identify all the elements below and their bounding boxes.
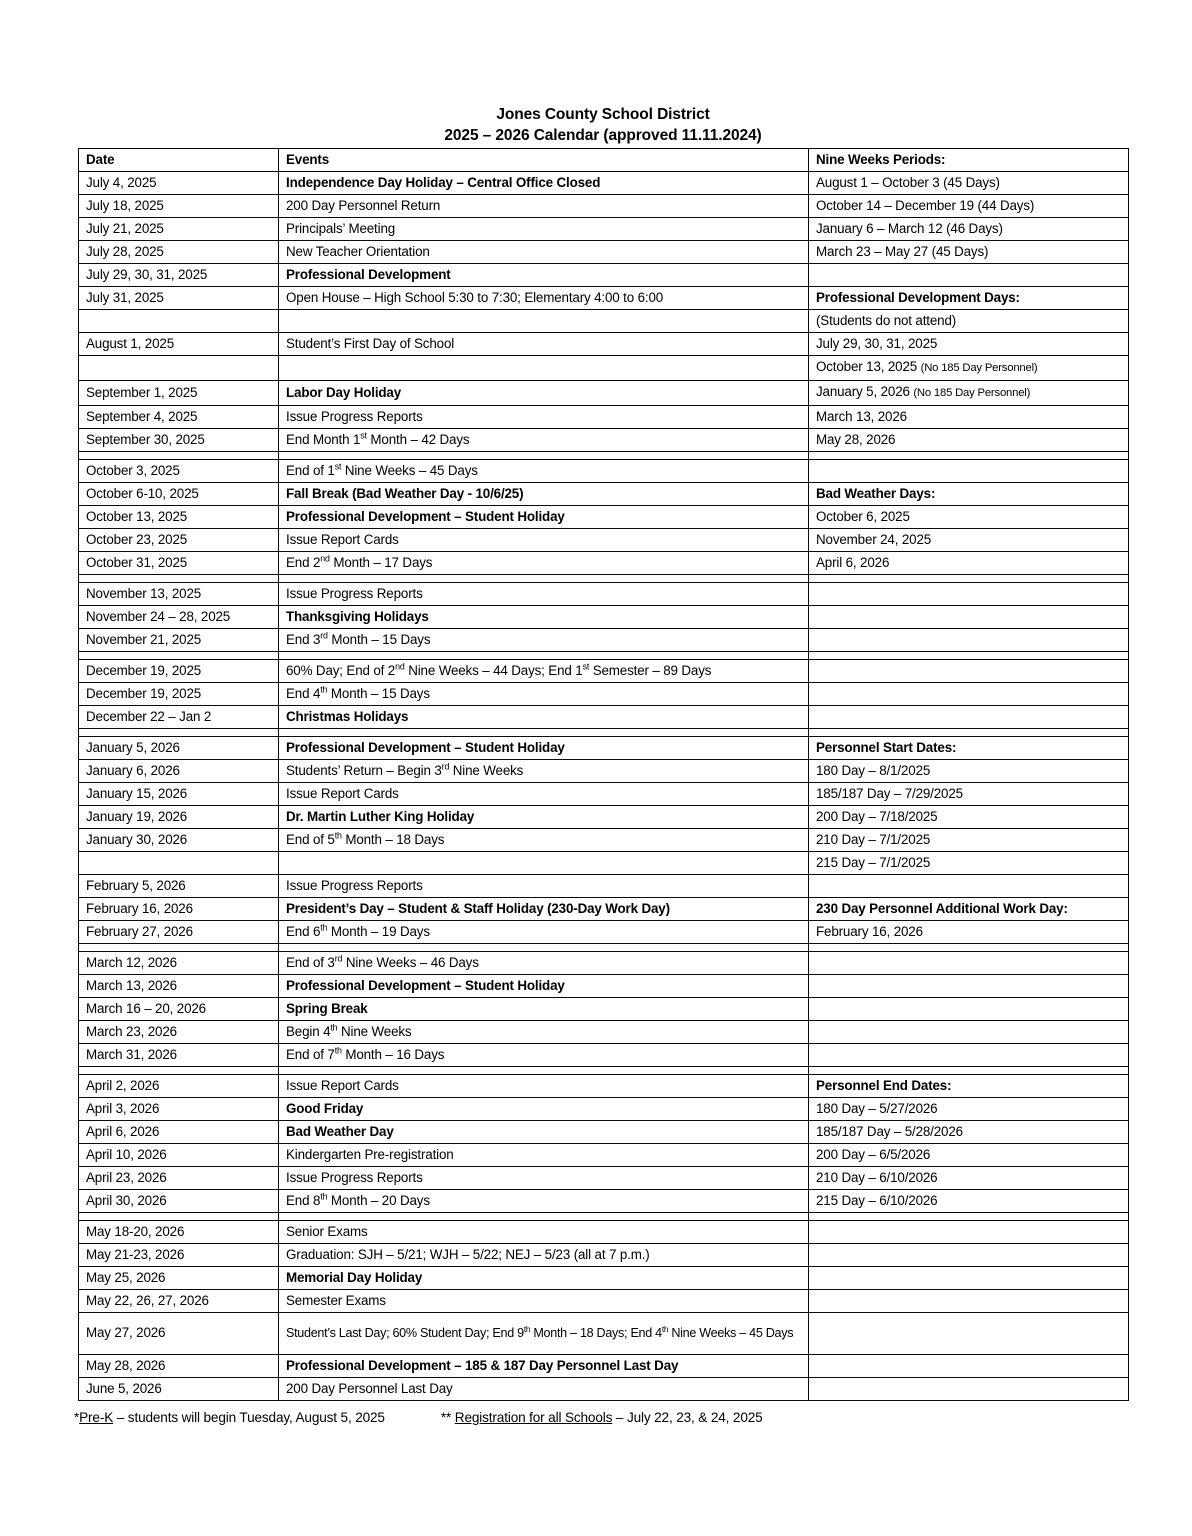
spacer-cell: [79, 452, 279, 460]
spacer-cell: [79, 1213, 279, 1221]
cell-date: October 23, 2025: [79, 529, 279, 552]
cell-date: January 5, 2026: [79, 737, 279, 760]
cell-nine-weeks: [809, 1044, 1129, 1067]
table-row: [79, 333, 1129, 356]
column-header-events: Events: [279, 149, 809, 172]
table-row: [79, 1244, 1129, 1267]
cell-date: July 4, 2025: [79, 172, 279, 195]
cell-nine-weeks: [809, 952, 1129, 975]
cell-event: Independence Day Holiday – Central Office Closed: [279, 172, 809, 195]
cell-event: Student’s Last Day; 60% Student Day; End 9th Month – 18 Days; End 4th Nine Weeks – 45 Days: [279, 1313, 809, 1355]
table-spacer-row: [79, 729, 1129, 737]
cell-event: Professional Development: [279, 264, 809, 287]
cell-nine-weeks: [809, 706, 1129, 729]
cell-nine-weeks: Personnel End Dates:: [809, 1075, 1129, 1098]
cell-date: May 28, 2026: [79, 1355, 279, 1378]
cell-nine-weeks: [809, 1290, 1129, 1313]
cell-nine-weeks: [809, 660, 1129, 683]
cell-event: End 8th Month – 20 Days: [279, 1190, 809, 1213]
cell-event: [279, 356, 809, 381]
table-row: [79, 760, 1129, 783]
cell-nine-weeks: [809, 875, 1129, 898]
cell-date: May 18-20, 2026: [79, 1221, 279, 1244]
cell-event: Issue Report Cards: [279, 529, 809, 552]
cell-date: January 15, 2026: [79, 783, 279, 806]
table-row: [79, 356, 1129, 381]
footnote-registration-marker: **: [440, 1410, 455, 1425]
spacer-cell: [279, 729, 809, 737]
cell-event: [279, 310, 809, 333]
table-spacer-row: [79, 575, 1129, 583]
cell-event: Begin 4th Nine Weeks: [279, 1021, 809, 1044]
cell-nine-weeks: January 6 – March 12 (46 Days): [809, 218, 1129, 241]
table-row: [79, 1044, 1129, 1067]
table-row: [79, 1075, 1129, 1098]
cell-date: January 6, 2026: [79, 760, 279, 783]
page-title: Jones County School District: [496, 106, 710, 123]
table-row: [79, 483, 1129, 506]
cell-date: May 21-23, 2026: [79, 1244, 279, 1267]
footnote-prek-label: Pre-K: [79, 1410, 114, 1425]
cell-nine-weeks: 185/187 Day – 7/29/2025: [809, 783, 1129, 806]
table-row: [79, 629, 1129, 652]
cell-date: December 19, 2025: [79, 683, 279, 706]
table-row: [79, 218, 1129, 241]
spacer-cell: [279, 1213, 809, 1221]
cell-date: April 6, 2026: [79, 1121, 279, 1144]
table-row: [79, 287, 1129, 310]
cell-event: Professional Development – Student Holiday: [279, 737, 809, 760]
cell-date: March 16 – 20, 2026: [79, 998, 279, 1021]
table-spacer-row: [79, 1213, 1129, 1221]
cell-nine-weeks: [809, 1021, 1129, 1044]
table-row: [79, 460, 1129, 483]
calendar-table-body: [79, 149, 1129, 1401]
cell-event: Spring Break: [279, 998, 809, 1021]
cell-event: Dr. Martin Luther King Holiday: [279, 806, 809, 829]
cell-nine-weeks: [809, 975, 1129, 998]
cell-event: Senior Exams: [279, 1221, 809, 1244]
table-row: [79, 1190, 1129, 1213]
cell-date: July 29, 30, 31, 2025: [79, 264, 279, 287]
cell-date: October 3, 2025: [79, 460, 279, 483]
cell-date: March 13, 2026: [79, 975, 279, 998]
cell-event: Issue Progress Reports: [279, 583, 809, 606]
cell-event: Bad Weather Day: [279, 1121, 809, 1144]
spacer-cell: [279, 1067, 809, 1075]
table-row: [79, 506, 1129, 529]
table-spacer-row: [79, 452, 1129, 460]
table-spacer-row: [79, 944, 1129, 952]
cell-nine-weeks: [809, 1221, 1129, 1244]
table-row: [79, 310, 1129, 333]
cell-nine-weeks: February 16, 2026: [809, 921, 1129, 944]
cell-date: August 1, 2025: [79, 333, 279, 356]
spacer-cell: [279, 575, 809, 583]
cell-event: End Month 1st Month – 42 Days: [279, 429, 809, 452]
footnote-prek-text: – students will begin Tuesday, August 5, 2025: [113, 1410, 385, 1425]
cell-nine-weeks: [809, 1378, 1129, 1401]
cell-nine-weeks: [809, 998, 1129, 1021]
table-row: [79, 1267, 1129, 1290]
cell-date: February 5, 2026: [79, 875, 279, 898]
cell-date: October 6-10, 2025: [79, 483, 279, 506]
cell-date: April 30, 2026: [79, 1190, 279, 1213]
cell-date: July 31, 2025: [79, 287, 279, 310]
cell-event: Kindergarten Pre-registration: [279, 1144, 809, 1167]
table-row: [79, 1098, 1129, 1121]
cell-nine-weeks: Bad Weather Days:: [809, 483, 1129, 506]
cell-nine-weeks: 210 Day – 6/10/2026: [809, 1167, 1129, 1190]
cell-nine-weeks: 210 Day – 7/1/2025: [809, 829, 1129, 852]
table-row: [79, 1313, 1129, 1355]
table-row: [79, 1355, 1129, 1378]
cell-date: September 4, 2025: [79, 406, 279, 429]
column-header-date: Date: [79, 149, 279, 172]
cell-date: December 19, 2025: [79, 660, 279, 683]
spacer-cell: [79, 575, 279, 583]
spacer-cell: [809, 944, 1129, 952]
cell-nine-weeks: [809, 1313, 1129, 1355]
table-row: [79, 195, 1129, 218]
cell-date: March 23, 2026: [79, 1021, 279, 1044]
cell-date: March 31, 2026: [79, 1044, 279, 1067]
cell-event: Semester Exams: [279, 1290, 809, 1313]
cell-date: [79, 310, 279, 333]
cell-nine-weeks: [809, 1355, 1129, 1378]
footnote-registration-text: – July 22, 23, & 24, 2025: [612, 1410, 763, 1425]
spacer-cell: [809, 1067, 1129, 1075]
cell-date: [79, 356, 279, 381]
spacer-cell: [809, 1213, 1129, 1221]
spacer-cell: [279, 944, 809, 952]
cell-event: Professional Development – Student Holiday: [279, 975, 809, 998]
cell-date: July 18, 2025: [79, 195, 279, 218]
cell-event: End of 1st Nine Weeks – 45 Days: [279, 460, 809, 483]
cell-event: Issue Progress Reports: [279, 1167, 809, 1190]
cell-nine-weeks: [809, 1267, 1129, 1290]
cell-date: November 24 – 28, 2025: [79, 606, 279, 629]
spacer-cell: [809, 652, 1129, 660]
footnote-registration-label: Registration for all Schools: [454, 1410, 613, 1425]
cell-nine-weeks: [809, 629, 1129, 652]
cell-event: Fall Break (Bad Weather Day - 10/6/25): [279, 483, 809, 506]
table-row: [79, 172, 1129, 195]
cell-date: June 5, 2026: [79, 1378, 279, 1401]
spacer-cell: [279, 452, 809, 460]
cell-date: September 1, 2025: [79, 381, 279, 406]
cell-nine-weeks: [809, 264, 1129, 287]
cell-nine-weeks: [809, 606, 1129, 629]
cell-nine-weeks: April 6, 2026: [809, 552, 1129, 575]
cell-date: July 28, 2025: [79, 241, 279, 264]
table-row: [79, 998, 1129, 1021]
cell-nine-weeks: [809, 460, 1129, 483]
cell-event: Memorial Day Holiday: [279, 1267, 809, 1290]
spacer-cell: [279, 652, 809, 660]
table-row: [79, 406, 1129, 429]
table-row: [79, 1121, 1129, 1144]
document-title-block: [78, 104, 1128, 146]
cell-event: End 6th Month – 19 Days: [279, 921, 809, 944]
cell-nine-weeks: Professional Development Days:: [809, 287, 1129, 310]
footnote-prek-marker: *: [74, 1410, 80, 1425]
table-row: [79, 783, 1129, 806]
cell-event: Students’ Return – Begin 3rd Nine Weeks: [279, 760, 809, 783]
cell-nine-weeks: 185/187 Day – 5/28/2026: [809, 1121, 1129, 1144]
cell-event: Graduation: SJH – 5/21; WJH – 5/22; NEJ – 5/23 (all at 7 p.m.): [279, 1244, 809, 1267]
cell-date: February 27, 2026: [79, 921, 279, 944]
cell-date: September 30, 2025: [79, 429, 279, 452]
cell-nine-weeks: [809, 1244, 1129, 1267]
cell-event: Good Friday: [279, 1098, 809, 1121]
spacer-cell: [809, 452, 1129, 460]
cell-date: April 10, 2026: [79, 1144, 279, 1167]
spacer-cell: [79, 1067, 279, 1075]
page-subtitle: 2025 – 2026 Calendar (approved 11.11.2024): [444, 127, 762, 144]
cell-event: Labor Day Holiday: [279, 381, 809, 406]
table-header-row: [79, 149, 1129, 172]
cell-nine-weeks: 180 Day – 5/27/2026: [809, 1098, 1129, 1121]
cell-event: Issue Report Cards: [279, 1075, 809, 1098]
table-row: [79, 1290, 1129, 1313]
cell-event: New Teacher Orientation: [279, 241, 809, 264]
table-row: [79, 806, 1129, 829]
cell-event: End of 7th Month – 16 Days: [279, 1044, 809, 1067]
table-row: [79, 683, 1129, 706]
table-row: [79, 1021, 1129, 1044]
table-row: [79, 737, 1129, 760]
table-row: [79, 1221, 1129, 1244]
cell-nine-weeks: 180 Day – 8/1/2025: [809, 760, 1129, 783]
cell-event: Student’s First Day of School: [279, 333, 809, 356]
cell-event: 60% Day; End of 2nd Nine Weeks – 44 Days; End 1st Semester – 89 Days: [279, 660, 809, 683]
table-row: [79, 875, 1129, 898]
column-header-nine-weeks: Nine Weeks Periods:: [809, 149, 1129, 172]
cell-nine-weeks: May 28, 2026: [809, 429, 1129, 452]
cell-event: Thanksgiving Holidays: [279, 606, 809, 629]
cell-nine-weeks: 200 Day – 7/18/2025: [809, 806, 1129, 829]
table-row: [79, 660, 1129, 683]
cell-date: May 27, 2026: [79, 1313, 279, 1355]
cell-event: 200 Day Personnel Return: [279, 195, 809, 218]
table-row: [79, 606, 1129, 629]
cell-nine-weeks: 230 Day Personnel Additional Work Day:: [809, 898, 1129, 921]
cell-event: 200 Day Personnel Last Day: [279, 1378, 809, 1401]
cell-date: April 23, 2026: [79, 1167, 279, 1190]
cell-date: April 3, 2026: [79, 1098, 279, 1121]
cell-date: November 21, 2025: [79, 629, 279, 652]
table-row: [79, 1144, 1129, 1167]
cell-event: Professional Development – Student Holiday: [279, 506, 809, 529]
spacer-cell: [79, 944, 279, 952]
cell-nine-weeks: Personnel Start Dates:: [809, 737, 1129, 760]
cell-event: Issue Progress Reports: [279, 406, 809, 429]
cell-nine-weeks: March 23 – May 27 (45 Days): [809, 241, 1129, 264]
cell-nine-weeks: January 5, 2026 (No 185 Day Personnel): [809, 381, 1129, 406]
cell-date: February 16, 2026: [79, 898, 279, 921]
cell-event: End of 3rd Nine Weeks – 46 Days: [279, 952, 809, 975]
table-row: [79, 552, 1129, 575]
school-calendar-table: [78, 148, 1129, 1401]
table-row: [79, 921, 1129, 944]
cell-date: December 22 – Jan 2: [79, 706, 279, 729]
cell-date: May 22, 26, 27, 2026: [79, 1290, 279, 1313]
table-row: [79, 241, 1129, 264]
cell-nine-weeks: 215 Day – 6/10/2026: [809, 1190, 1129, 1213]
cell-date: November 13, 2025: [79, 583, 279, 606]
cell-date: January 30, 2026: [79, 829, 279, 852]
cell-event: Professional Development – 185 & 187 Day Personnel Last Day: [279, 1355, 809, 1378]
table-row: [79, 829, 1129, 852]
spacer-cell: [79, 652, 279, 660]
table-row: [79, 264, 1129, 287]
cell-date: April 2, 2026: [79, 1075, 279, 1098]
table-spacer-row: [79, 652, 1129, 660]
cell-nine-weeks: November 24, 2025: [809, 529, 1129, 552]
cell-nine-weeks: 215 Day – 7/1/2025: [809, 852, 1129, 875]
cell-nine-weeks: March 13, 2026: [809, 406, 1129, 429]
cell-nine-weeks: July 29, 30, 31, 2025: [809, 333, 1129, 356]
table-spacer-row: [79, 1067, 1129, 1075]
cell-nine-weeks: 200 Day – 6/5/2026: [809, 1144, 1129, 1167]
cell-date: March 12, 2026: [79, 952, 279, 975]
table-row: [79, 381, 1129, 406]
cell-event: End 2nd Month – 17 Days: [279, 552, 809, 575]
cell-date: [79, 852, 279, 875]
cell-event: Principals’ Meeting: [279, 218, 809, 241]
cell-event: Issue Report Cards: [279, 783, 809, 806]
cell-nine-weeks: October 13, 2025 (No 185 Day Personnel): [809, 356, 1129, 381]
cell-nine-weeks: October 6, 2025: [809, 506, 1129, 529]
table-row: [79, 1167, 1129, 1190]
cell-event: Christmas Holidays: [279, 706, 809, 729]
table-row: [79, 583, 1129, 606]
cell-event: Open House – High School 5:30 to 7:30; Elementary 4:00 to 6:00: [279, 287, 809, 310]
table-row: [79, 1378, 1129, 1401]
cell-date: July 21, 2025: [79, 218, 279, 241]
spacer-cell: [809, 729, 1129, 737]
cell-event: End 3rd Month – 15 Days: [279, 629, 809, 652]
cell-date: October 13, 2025: [79, 506, 279, 529]
table-row: [79, 952, 1129, 975]
cell-event: End of 5th Month – 18 Days: [279, 829, 809, 852]
cell-nine-weeks: August 1 – October 3 (45 Days): [809, 172, 1129, 195]
cell-date: May 25, 2026: [79, 1267, 279, 1290]
cell-event: President’s Day – Student & Staff Holiday (230-Day Work Day): [279, 898, 809, 921]
cell-nine-weeks: [809, 583, 1129, 606]
cell-nine-weeks: October 14 – December 19 (44 Days): [809, 195, 1129, 218]
spacer-cell: [79, 729, 279, 737]
cell-event: Issue Progress Reports: [279, 875, 809, 898]
cell-event: End 4th Month – 15 Days: [279, 683, 809, 706]
table-row: [79, 852, 1129, 875]
table-row: [79, 898, 1129, 921]
table-row: [79, 706, 1129, 729]
table-row: [79, 429, 1129, 452]
table-row: [79, 975, 1129, 998]
cell-date: January 19, 2026: [79, 806, 279, 829]
cell-date: October 31, 2025: [79, 552, 279, 575]
cell-nine-weeks: (Students do not attend): [809, 310, 1129, 333]
footnote: [74, 1408, 1134, 1427]
table-row: [79, 529, 1129, 552]
cell-nine-weeks: [809, 683, 1129, 706]
spacer-cell: [809, 575, 1129, 583]
cell-event: [279, 852, 809, 875]
